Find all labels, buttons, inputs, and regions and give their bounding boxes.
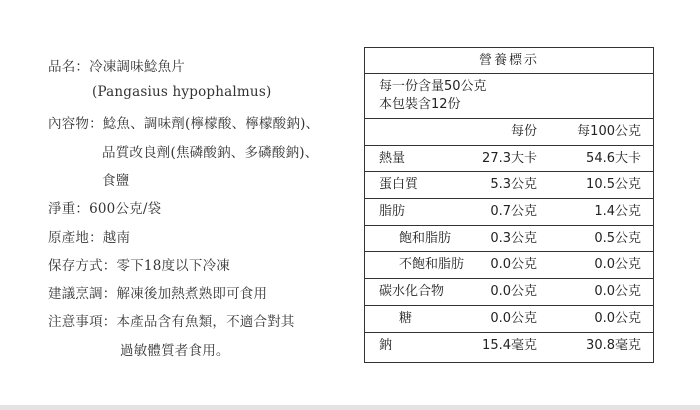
nutrition-row-unsaturated-fat — [365, 251, 653, 278]
nutrient-per-serving: 0.7公克 — [490, 204, 537, 220]
latin-name: (Pangasius hypophalmus) — [92, 84, 272, 100]
ingredients-line-2: 品質改良劑(焦磷酸鈉、多磷酸鈉)、 — [102, 145, 319, 161]
nutrient-name: 不飽和脂肪 — [399, 257, 465, 273]
nutrient-per-100g: 0.0公克 — [594, 284, 641, 300]
nutrition-row-saturated-fat — [365, 225, 653, 252]
nutrient-per-100g: 54.6大卡 — [586, 150, 641, 166]
nutrition-row-protein — [365, 171, 653, 198]
ingredients-line-1: 內容物：鯰魚、調味劑(檸檬酸、檸檬酸鈉)、 — [48, 116, 320, 132]
nutrition-row-carbohydrate — [365, 278, 653, 305]
nutrition-title: 營養標示 — [365, 48, 653, 74]
storage-method: 保存方式：零下18度以下冷凍 — [48, 258, 230, 274]
nutrient-per-100g: 1.4公克 — [594, 204, 641, 220]
nutrient-name: 碳水化合物 — [379, 284, 445, 300]
serving-size: 每一份含量50公克 — [379, 79, 487, 94]
nutrient-per-100g: 0.0公克 — [594, 310, 641, 326]
nutrient-per-100g: 0.5公克 — [594, 230, 641, 246]
nutrition-table — [364, 47, 654, 363]
nutrient-name: 飽和脂肪 — [399, 230, 452, 246]
nutrient-name: 蛋白質 — [379, 177, 419, 193]
product-name: 品名：冷凍調味鯰魚片 — [48, 59, 185, 75]
nutrient-per-serving: 27.3大卡 — [482, 150, 537, 166]
nutrition-row-sodium — [365, 332, 653, 359]
column-per-serving: 每份 — [510, 124, 537, 139]
nutrient-per-100g: 30.8毫克 — [586, 337, 641, 353]
servings-per-package: 本包裝含12份 — [379, 97, 461, 112]
ingredients-line-3: 食鹽 — [102, 173, 130, 189]
column-per-100g: 每100公克 — [577, 124, 641, 139]
nutrient-per-serving: 15.4毫克 — [482, 337, 537, 353]
cooking-suggestion: 建議烹調：解凍後加熱煮熟即可食用 — [48, 286, 268, 302]
origin: 原產地：越南 — [48, 230, 131, 246]
nutrition-row-fat — [365, 198, 653, 225]
nutrient-name: 熱量 — [379, 150, 406, 166]
nutrient-per-100g: 10.5公克 — [586, 177, 641, 193]
nutrient-per-100g: 0.0公克 — [594, 257, 641, 273]
nutrition-row-sugar — [365, 305, 653, 332]
nutrition-header-row — [365, 118, 653, 145]
notice-line-1: 注意事項：本產品含有魚類，不適合對其 — [48, 314, 295, 330]
nutrition-row-calories — [365, 145, 653, 172]
net-weight: 淨重：600公克/袋 — [48, 201, 162, 217]
nutrient-per-serving: 0.0公克 — [490, 310, 537, 326]
serving-info — [365, 74, 653, 118]
notice-line-2: 過敏體質者食用。 — [120, 343, 230, 359]
nutrient-per-serving: 0.0公克 — [490, 257, 537, 273]
nutrient-name: 脂肪 — [379, 204, 406, 220]
nutrient-per-serving: 5.3公克 — [490, 177, 537, 193]
nutrient-name: 糖 — [399, 310, 413, 326]
nutrient-per-serving: 0.0公克 — [490, 284, 537, 300]
nutrient-name: 鈉 — [379, 337, 393, 353]
bottom-divider — [0, 405, 700, 410]
nutrient-per-serving: 0.3公克 — [490, 230, 537, 246]
